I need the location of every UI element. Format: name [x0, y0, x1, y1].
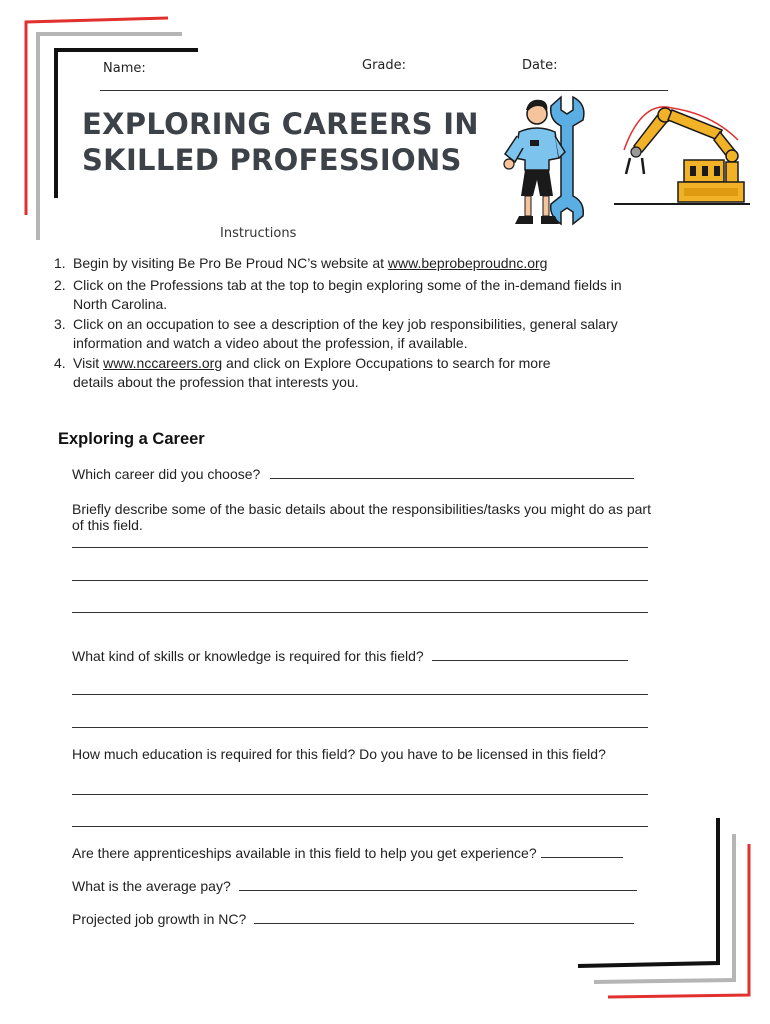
- growth-question-label: Projected job growth in NC?: [72, 911, 247, 927]
- apprenticeship-question-label: Are there apprenticeships available in this field to help you get experience?: [72, 845, 537, 861]
- nccareers-link[interactable]: www.nccareers.org: [103, 354, 223, 371]
- name-label: Name:: [103, 61, 146, 76]
- describe-question: Briefly describe some of the basic details about the responsibilities/tasks you might do as part of this field.: [72, 501, 651, 533]
- instruction-step: 2. Click on the Professions tab at the top to begin exploring some of the in-demand fields in North Carolina.: [54, 276, 622, 312]
- skills-answer-line[interactable]: [72, 727, 648, 728]
- page-title: [82, 106, 502, 178]
- header-underline[interactable]: [100, 90, 668, 91]
- instruction-step: 3. Click on an occupation to see a description of the key job responsibilities, general salary information and watch a video about the profession, if available.: [54, 315, 618, 351]
- pay-question: [72, 878, 637, 894]
- growth-answer-field[interactable]: [254, 911, 634, 924]
- grade-label: Grade:: [362, 58, 407, 73]
- beprobeproud-link[interactable]: www.beprobeproudnc.org: [387, 255, 548, 271]
- skills-answer-field[interactable]: [432, 648, 628, 661]
- education-question: How much education is required for this field? Do you have to be licensed in this field?: [72, 746, 606, 762]
- describe-answer-line[interactable]: [72, 612, 648, 613]
- date-label: Date:: [522, 58, 558, 73]
- growth-question: [72, 911, 634, 927]
- career-answer-field[interactable]: [270, 466, 634, 479]
- education-answer-line[interactable]: [72, 794, 648, 795]
- education-answer-line[interactable]: [72, 826, 648, 827]
- pay-answer-field[interactable]: [239, 878, 637, 891]
- section-title: Exploring a Career: [58, 430, 205, 448]
- skills-question: [72, 648, 628, 664]
- title-line-2: SKILLED PROFESSIONS: [82, 143, 462, 177]
- describe-answer-line[interactable]: [72, 547, 648, 548]
- skills-answer-line[interactable]: [72, 694, 648, 695]
- apprenticeship-answer-field[interactable]: [541, 845, 623, 858]
- pay-question-label: What is the average pay?: [72, 878, 231, 894]
- skills-question-label: What kind of skills or knowledge is required for this field?: [72, 648, 424, 664]
- instruction-step: 4. Visit www.nccareers.org and click on Explore Occupations to search for more details about the profession that interests you.: [54, 354, 551, 390]
- instructions-list: [54, 254, 654, 393]
- title-line-1: EXPLORING CAREERS IN: [82, 107, 479, 141]
- robot-arm-icon: [612, 100, 752, 210]
- career-question-label: Which career did you choose?: [72, 466, 261, 482]
- worker-icon: [495, 92, 605, 228]
- describe-answer-line[interactable]: [72, 580, 648, 581]
- career-question: [72, 466, 634, 482]
- instruction-step: 1. Begin by visiting Be Pro Be Proud NC’s website at www.beprobeproudnc.org: [54, 255, 548, 271]
- apprenticeship-question: [72, 845, 623, 861]
- instructions-heading: Instructions: [220, 226, 297, 241]
